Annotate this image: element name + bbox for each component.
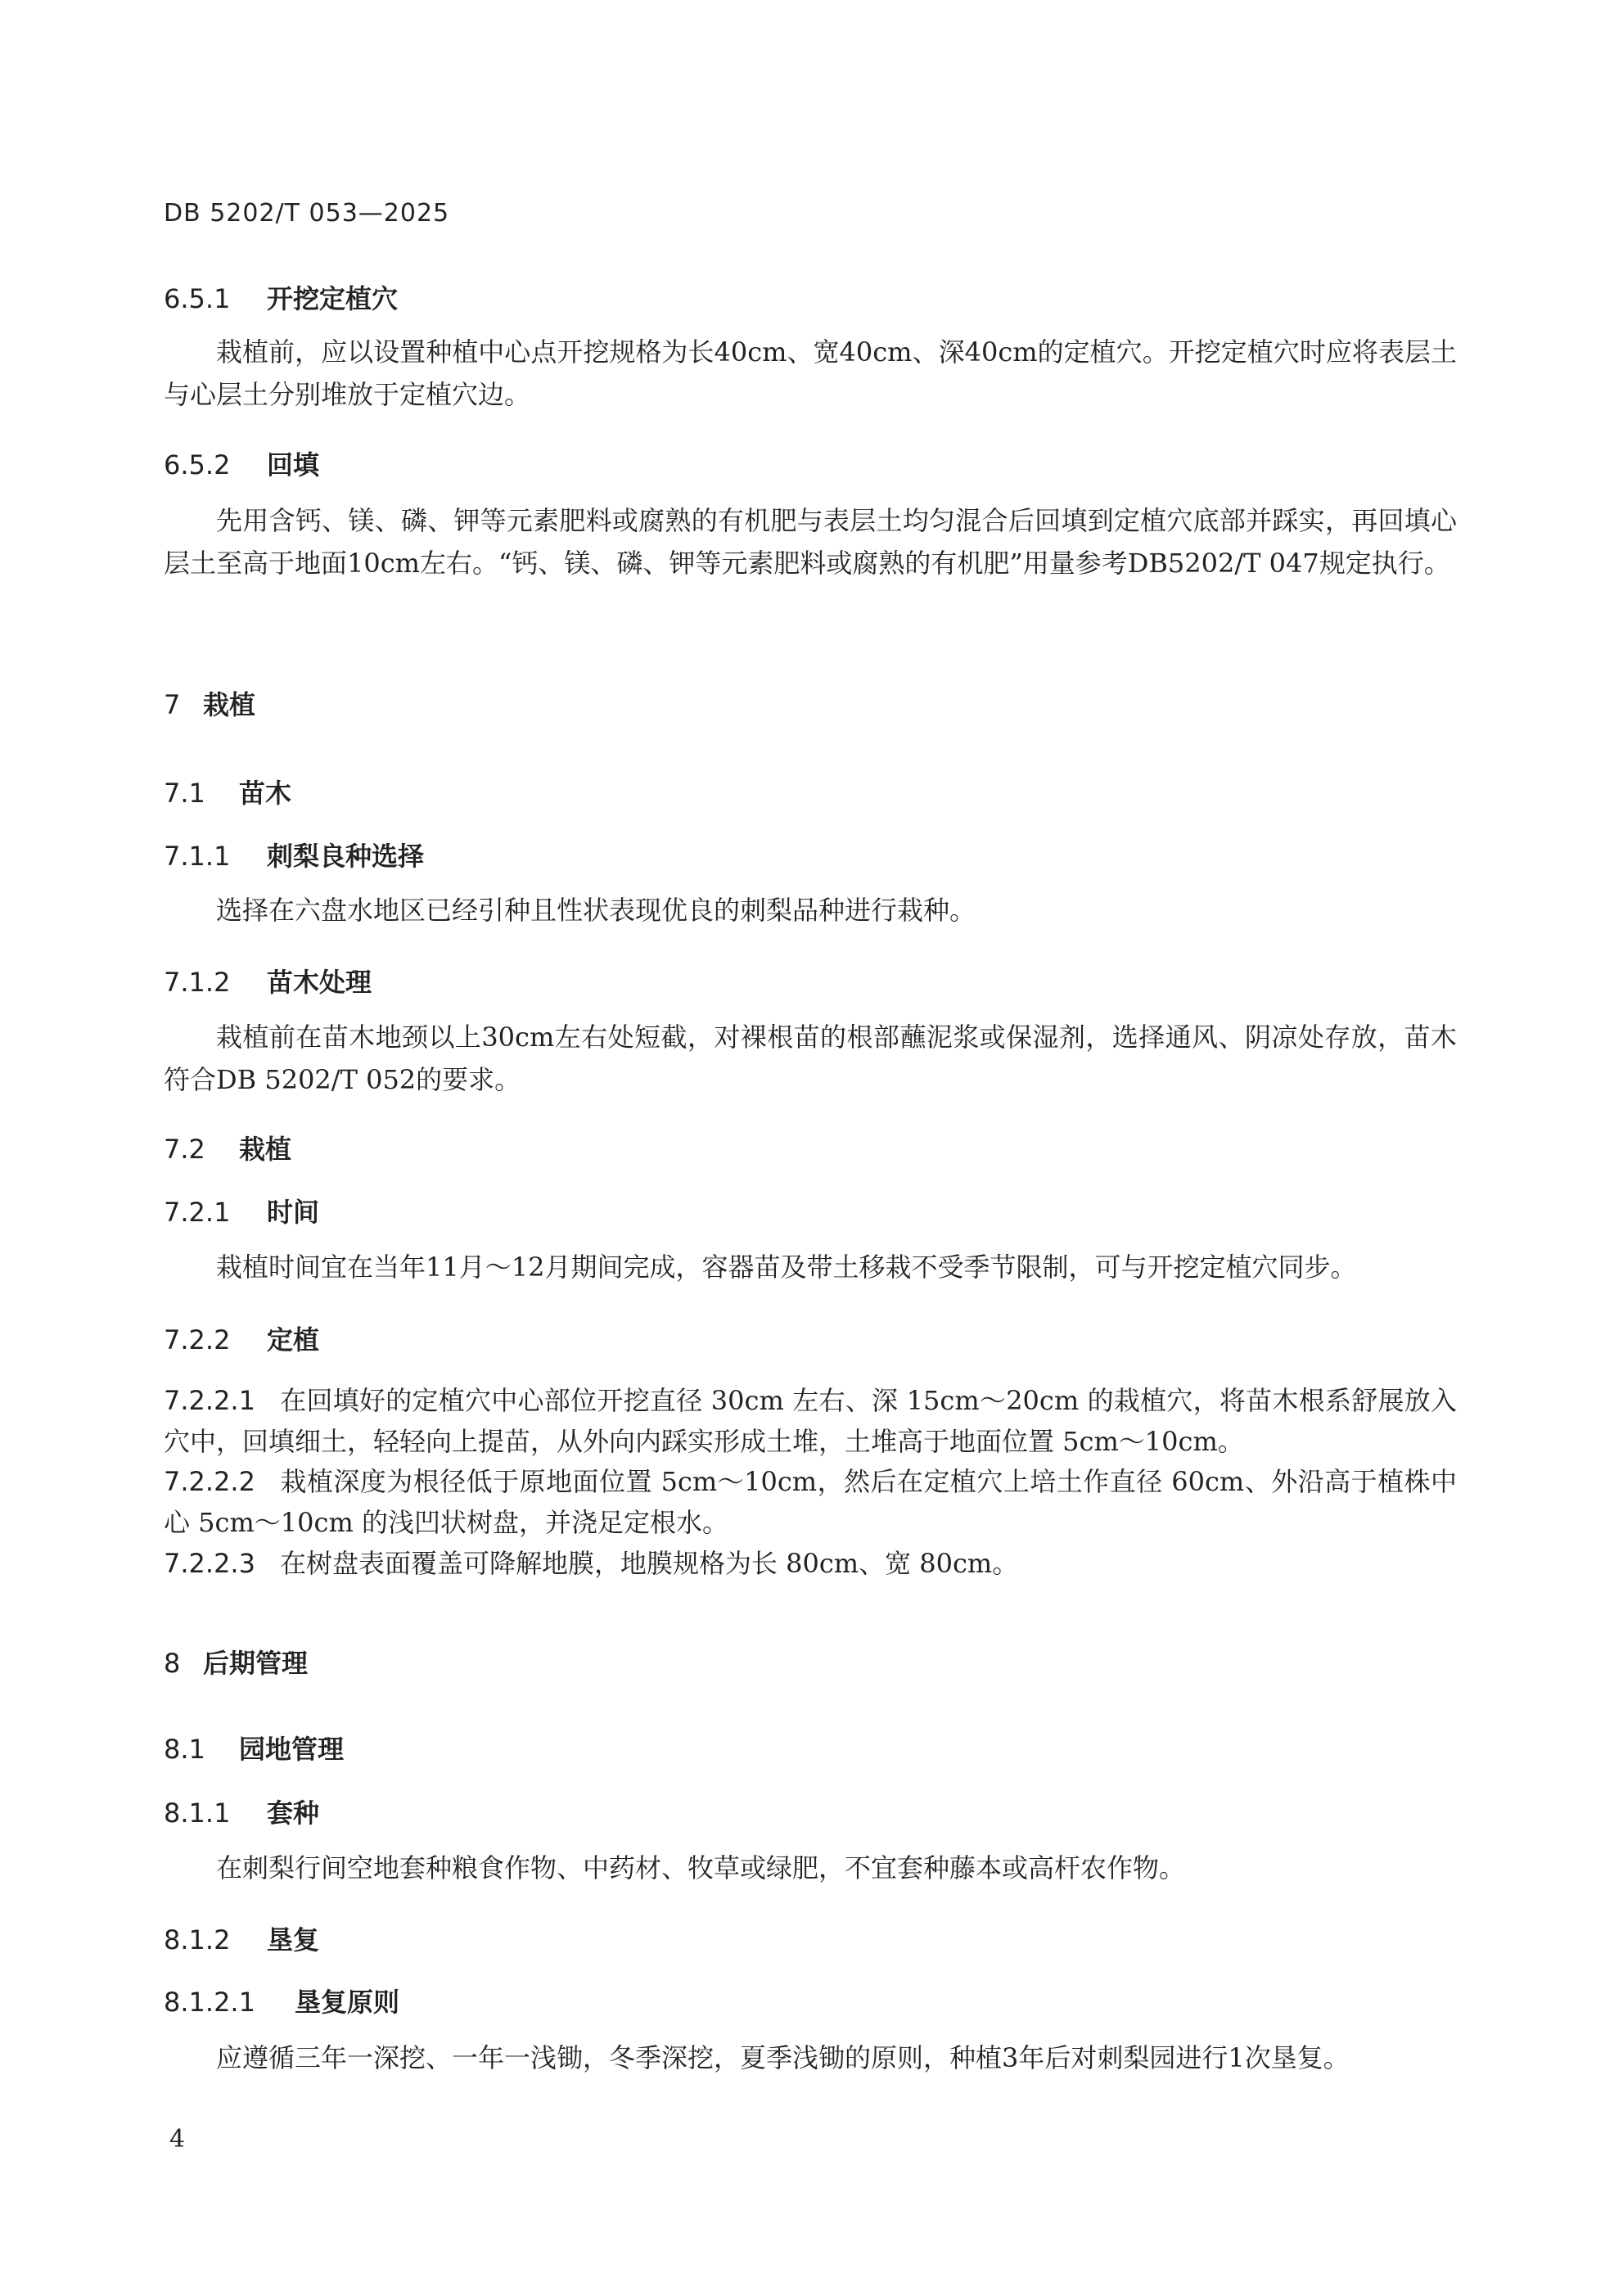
heading-number: 8.1.1 [164,1798,231,1829]
heading-number: 6.5.1 [164,283,231,314]
heading-7-2-2 [164,1319,319,1357]
heading-title: 垦复原则 [295,1987,400,2018]
heading-number: 7.2.2 [164,1324,231,1355]
heading-number: 7.2.1 [164,1197,231,1228]
heading-title: 开挖定植穴 [267,283,399,314]
paragraph-6-5-1: 栽植前，应以设置种植中心点开挖规格为长40cm、宽40cm、深40cm的定植穴。开挖定植穴时应将表层土与心层土分别堆放于定植穴边。 [164,336,1457,410]
paragraph-8-1-2-1: 应遵循三年一深挖、一年一浅锄，冬季深挖，夏季浅锄的原则，种植3年后对刺梨园进行1次垦复。 [216,2042,1350,2073]
heading-title: 苗木 [239,778,292,809]
page-number: 4 [169,2125,186,2154]
paragraph-8-1-1: 在刺梨行间空地套种粮食作物、中药材、牧草或绿肥，不宜套种藤本或高杆农作物。 [216,1852,1186,1883]
heading-number: 8.1.2 [164,1924,231,1955]
heading-number: 7.1 [164,778,205,809]
clause-7-2-2-3 [164,1543,1457,1584]
heading-7-1-1 [164,836,424,873]
paragraph-7-2-1: 栽植时间宜在当年11月～12月期间完成，容器苗及带土移栽不受季节限制，可与开挖定植穴同步。 [216,1252,1357,1283]
heading-title: 刺梨良种选择 [267,841,425,872]
heading-title: 栽植 [239,1134,292,1165]
clause-7-2-2-2 [164,1461,1457,1543]
heading-title: 栽植 [203,689,256,720]
heading-7-1-2 [164,962,372,999]
heading-title: 后期管理 [203,1648,309,1679]
heading-number: 7.2 [164,1134,205,1165]
heading-number: 7.1.2 [164,967,231,998]
clause-number: 7.2.2.2 [164,1466,255,1497]
paragraph-6-5-2: 先用含钙、镁、磷、钾等元素肥料或腐熟的有机肥与表层土均匀混合后回填到定植穴底部并踩实，再回填心层土至高于地面10cm左右。“钙、镁、磷、钾等元素肥料或腐熟的有机肥”用量参考DB5202/T 047规定执行。 [164,505,1457,579]
heading-7-2 [164,1129,291,1166]
heading-6-5-1 [164,278,398,316]
heading-7-1 [164,773,291,810]
heading-title: 苗木处理 [267,967,372,998]
clause-number: 7.2.2.1 [164,1385,255,1416]
document-code: DB 5202/T 053—2025 [164,199,450,228]
heading-number: 6.5.2 [164,449,231,480]
clause-7-2-2-1 [164,1380,1457,1462]
heading-8-1-2-1 [164,1982,399,2019]
heading-title: 时间 [267,1197,320,1228]
heading-8-1-1 [164,1793,319,1830]
heading-7 [164,684,255,722]
clause-text: 在树盘表面覆盖可降解地膜，地膜规格为长 80cm、宽 80cm。 [279,1548,1019,1579]
heading-number: 8 [164,1648,181,1679]
heading-title: 垦复 [267,1924,320,1955]
heading-8-1-2 [164,1919,319,1957]
heading-7-2-1 [164,1192,319,1229]
clause-text: 在回填好的定植穴中心部位开挖直径 30cm 左右、深 15cm～20cm 的栽植穴，将苗木根系舒展放入穴中，回填细土，轻轻向上提苗，从外向内踩实形成土堆，土堆高于地面位置 5cm～10cm。 [164,1385,1457,1457]
heading-number: 8.1.2.1 [164,1987,255,2018]
clause-number: 7.2.2.3 [164,1548,255,1579]
heading-number: 8.1 [164,1734,205,1765]
heading-8-1 [164,1729,344,1766]
heading-title: 定植 [267,1324,320,1355]
heading-8 [164,1643,308,1680]
heading-title: 园地管理 [239,1734,345,1765]
heading-number: 7 [164,689,181,720]
clause-text: 栽植深度为根径低于原地面位置 5cm～10cm，然后在定植穴上培土作直径 60cm、外沿高于植株中心 5cm～10cm 的浅凹状树盘，并浇足定根水。 [164,1466,1457,1538]
paragraph-7-1-2: 栽植前在苗木地颈以上30cm左右处短截，对裸根苗的根部蘸泥浆或保湿剂，选择通风、阴凉处存放，苗木符合DB 5202/T 052的要求。 [164,1022,1457,1095]
heading-title: 套种 [267,1798,320,1829]
paragraph-7-1-1: 选择在六盘水地区已经引种且性状表现优良的刺梨品种进行栽种。 [216,895,976,926]
heading-title: 回填 [267,449,320,480]
heading-6-5-2 [164,444,319,482]
heading-number: 7.1.1 [164,841,231,872]
